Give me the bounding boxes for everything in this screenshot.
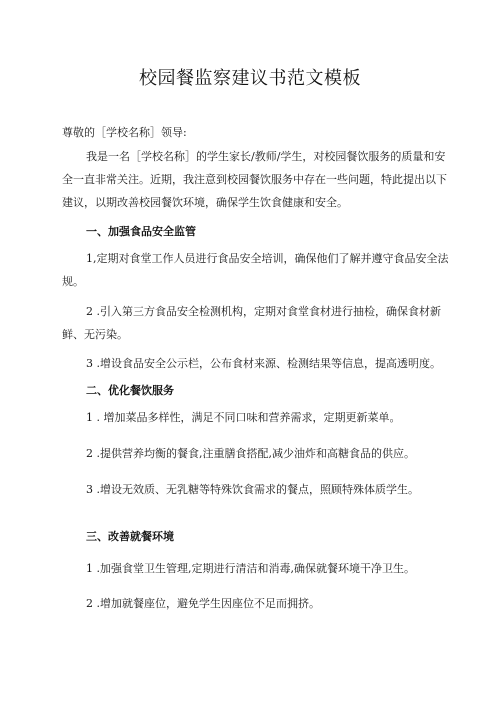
section3-item1: 1 .加强食堂卫生管理,定期进行清洁和消毒,确保就餐环境干净卫生。 xyxy=(86,562,415,575)
intro-line-1: 我是一名［学校名称］的学生家长/教师/学生，对校园餐饮服务的质量和安 xyxy=(86,150,446,163)
section1-item1-line1: 1,定期对食堂工作人员进行食品安全培训，确保他们了解并遵守食品安全法 xyxy=(86,252,449,265)
section1-item3: 3 .增设食品安全公示栏，公布食材来源、检测结果等信息，提高透明度。 xyxy=(86,357,441,370)
section3-item2: 2 .增加就餐座位，避免学生因座位不足而拥挤。 xyxy=(86,597,320,610)
section1-item1-line2: 规。 xyxy=(62,275,84,288)
section-heading-2: 二、优化餐饮服务 xyxy=(86,384,174,397)
intro-line-3: 建议，以期改善校园餐饮环境，确保学生饮食健康和安全。 xyxy=(62,196,348,209)
section1-item2-line2: 鲜、无污染。 xyxy=(62,328,128,341)
intro-line-2: 全一直非常关注。近期，我注意到校园餐饮服务中存在一些问题，特此提出以下 xyxy=(62,173,447,186)
document-title: 校园餐监察建议书范文模板 xyxy=(139,68,361,89)
section1-item2-line1: 2 .引入第三方食品安全检测机构，定期对食堂食材进行抽检，确保食材新 xyxy=(86,305,441,318)
section2-item1: 1 . 增加菜品多样性，满足不同口味和营养需求，定期更新菜单。 xyxy=(86,411,401,424)
section-heading-3: 三、改善就餐环境 xyxy=(86,530,174,543)
salutation: 尊敬的［学校名称］领导: xyxy=(62,126,187,139)
section2-item2: 2 .提供营养均衡的餐食,注重膳食搭配,减少油炸和高糖食品的供应。 xyxy=(86,447,415,460)
section2-item3: 3 .增设无效质、无乳糖等特殊饮食需求的餐点，照顾特殊体质学生。 xyxy=(86,483,419,496)
section-heading-1: 一、加强食品安全监管 xyxy=(86,225,196,238)
